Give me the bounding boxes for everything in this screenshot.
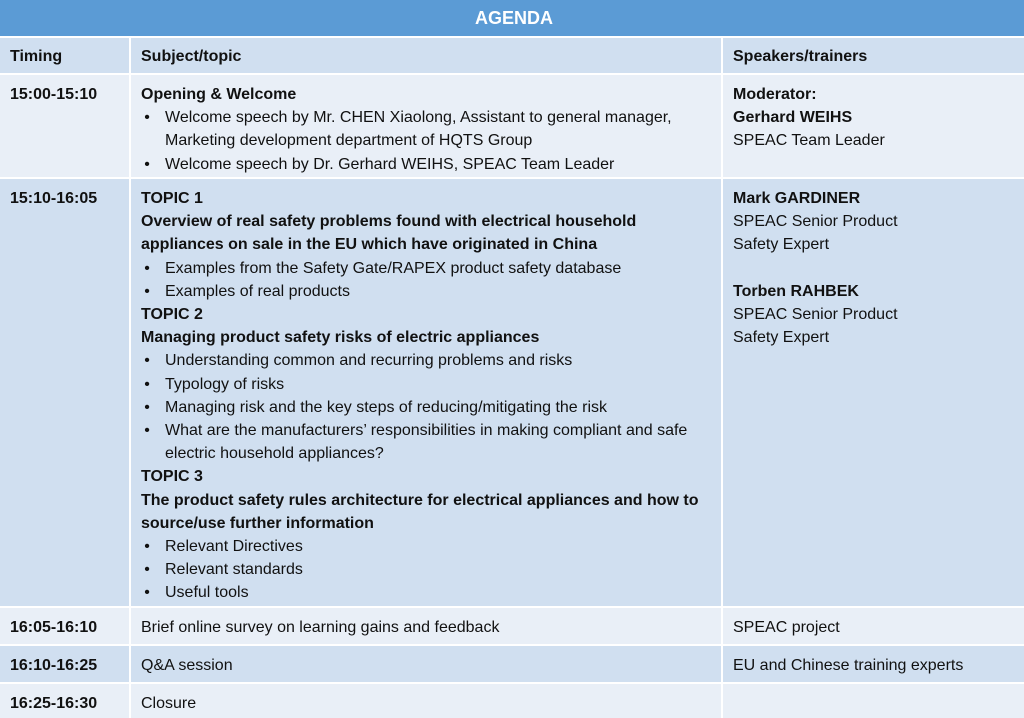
list-item: • Welcome speech by Dr. Gerhard WEIHS, SPEAC Team Leader bbox=[165, 153, 711, 176]
list-item: • Welcome speech by Mr. CHEN Xiaolong, Assistant to general manager, Marketing development department of HQTS Group bbox=[165, 106, 711, 152]
header-timing: Timing bbox=[0, 38, 129, 73]
time-cell: 16:25-16:30 bbox=[0, 684, 129, 718]
list-item: • Examples from the Safety Gate/RAPEX product safety database bbox=[165, 257, 711, 280]
subject-cell: Brief online survey on learning gains and feedback bbox=[131, 608, 721, 644]
speaker-name: Torben RAHBEK bbox=[733, 282, 859, 300]
agenda-title: AGENDA bbox=[0, 0, 1024, 36]
speaker-cell bbox=[723, 179, 1024, 606]
bullet-list bbox=[141, 106, 711, 176]
bullet-list bbox=[141, 535, 711, 605]
topic-label: TOPIC 3 bbox=[141, 468, 203, 486]
subject-cell: Q&A session bbox=[131, 646, 721, 682]
list-item: • Understanding common and recurring problems and risks bbox=[165, 349, 711, 372]
list-item: • Useful tools bbox=[165, 581, 711, 604]
time-cell: 16:05-16:10 bbox=[0, 608, 129, 644]
time-cell: 15:00-15:10 bbox=[0, 75, 129, 177]
speaker-cell bbox=[723, 75, 1024, 177]
topic-label: TOPIC 2 bbox=[141, 306, 203, 324]
header-speakers: Speakers/trainers bbox=[723, 38, 1024, 73]
topic-label: TOPIC 1 bbox=[141, 190, 203, 207]
list-item: • Managing risk and the key steps of reducing/mitigating the risk bbox=[165, 396, 711, 419]
speaker-role: Moderator: bbox=[733, 86, 817, 103]
subject-cell bbox=[131, 179, 721, 606]
bullet-list bbox=[141, 349, 711, 465]
subject-cell bbox=[131, 75, 721, 177]
list-item: • Relevant standards bbox=[165, 558, 711, 581]
spacer bbox=[733, 257, 1018, 280]
speaker-cell bbox=[723, 684, 1024, 718]
list-item: • What are the manufacturers’ responsibilities in making compliant and safe electric household appliances? bbox=[165, 419, 711, 465]
speaker-name: Mark GARDINER bbox=[733, 190, 861, 207]
speaker-name: Gerhard WEIHS bbox=[733, 109, 853, 127]
time-cell: 15:10-16:05 bbox=[0, 179, 129, 606]
topic-title: Overview of real safety problems found with electrical household appliances on sale in the EU which have originated in China bbox=[141, 213, 637, 254]
speaker-desc: SPEAC Senior Product Safety Expert bbox=[733, 213, 898, 254]
topic-title: Managing product safety risks of electric appliances bbox=[141, 329, 540, 347]
time-cell: 16:10-16:25 bbox=[0, 646, 129, 682]
bullet-list bbox=[141, 257, 711, 303]
topic-title: The product safety rules architecture for electrical appliances and how to source/use further information bbox=[141, 491, 699, 532]
speaker-desc: SPEAC Senior Product Safety Expert bbox=[733, 305, 898, 347]
header-subject: Subject/topic bbox=[131, 38, 721, 73]
subject-cell: Closure bbox=[131, 684, 721, 718]
speaker-cell: EU and Chinese training experts bbox=[723, 646, 1024, 682]
speaker-cell: SPEAC project bbox=[723, 608, 1024, 644]
list-item: • Examples of real products bbox=[165, 280, 711, 303]
list-item: • Typology of risks bbox=[165, 373, 711, 396]
speaker-desc: SPEAC Team Leader bbox=[733, 132, 885, 150]
session-title: Opening & Welcome bbox=[141, 86, 297, 103]
list-item: • Relevant Directives bbox=[165, 535, 711, 558]
